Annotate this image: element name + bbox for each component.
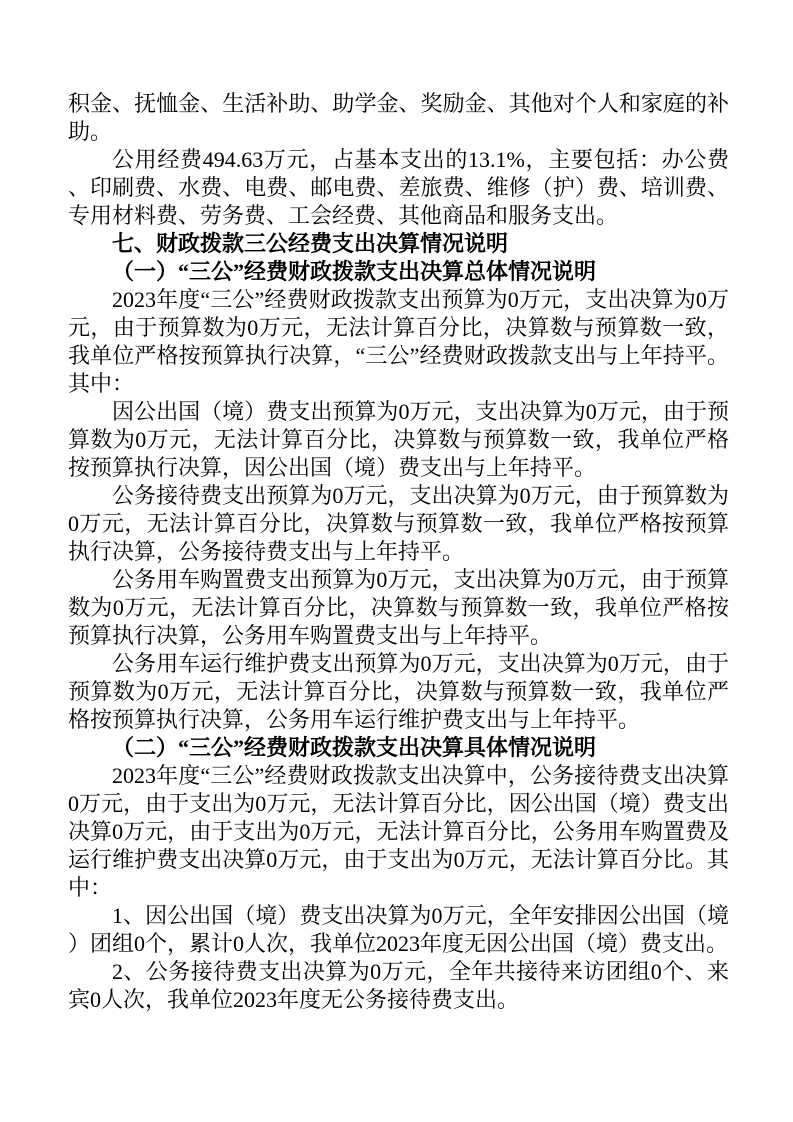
heading-subsection-two-specific-situation: （二）“三公”经费财政拨款支出决算具体情况说明 xyxy=(112,735,597,760)
paragraph-official-reception-expense: 公务接待费支出预算为0万元，支出决算为0万元，由于预算数为0万元，无法计算百分比，决算数与预算数一致，我单位严格按预算执行决算，公务接待费支出与上年持平。 xyxy=(68,483,729,564)
paragraph-personal-family-subsidies-continued: 积金、抚恤金、生活补助、助学金、奖励金、其他对个人和家庭的补助。 xyxy=(68,91,729,144)
heading-subsection-one-overall-situation: （一）“三公”经费财政拨款支出决算总体情况说明 xyxy=(112,259,597,284)
heading-section-seven-three-public-expenses: 七、财政拨款三公经费支出决算情况说明 xyxy=(112,231,509,256)
paragraph-public-operating-funds: 公用经费494.63万元，占基本支出的13.1%，主要包括：办公费、印刷费、水费、电费、邮电费、差旅费、维修（护）费、培训费、专用材料费、劳务费、工会经费、其他商品和服务支出。 xyxy=(68,147,729,228)
paragraph-overseas-trips-expense: 因公出国（境）费支出预算为0万元，支出决算为0万元，由于预算数为0万元，无法计算百分比，决算数与预算数一致，我单位严格按预算执行决算，因公出国（境）费支出与上年持平。 xyxy=(68,399,729,480)
paragraph-vehicle-purchase-expense: 公务用车购置费支出预算为0万元，支出决算为0万元，由于预算数为0万元，无法计算百分比，决算数与预算数一致，我单位严格按预算执行决算，公务用车购置费支出与上年持平。 xyxy=(68,567,729,648)
paragraph-overall-three-public-budget: 2023年度“三公”经费财政拨款支出预算为0万元，支出决算为0万元，由于预算数为0万元，无法计算百分比，决算数与预算数一致，我单位严格按预算执行决算，“三公”经费财政拨款支出与上年持平。其中： xyxy=(68,287,729,396)
paragraph-item-1-overseas-trips: 1、因公出国（境）费支出决算为0万元，全年安排因公出国（境）团组0个，累计0人次，我单位2023年度无因公出国（境）费支出。 xyxy=(68,903,729,956)
paragraph-vehicle-maintenance-expense: 公务用车运行维护费支出预算为0万元，支出决算为0万元，由于预算数为0万元，无法计算百分比，决算数与预算数一致，我单位严格按预算执行决算，公务用车运行维护费支出与上年持平。 xyxy=(68,651,729,732)
paragraph-item-2-official-reception: 2、公务接待费支出决算为0万元，全年共接待来访团组0个、来宾0人次，我单位2023年度无公务接待费支出。 xyxy=(68,959,729,1012)
paragraph-specific-three-public-final-accounts: 2023年度“三公”经费财政拨款支出决算中，公务接待费支出决算0万元，由于支出为0万元，无法计算百分比，因公出国（境）费支出决算0万元，由于支出为0万元，无法计算百分比，公务用车购置费及运行维护费支出决算0万元，由于支出为0万元，无法计算百分比。其中： xyxy=(68,763,729,900)
